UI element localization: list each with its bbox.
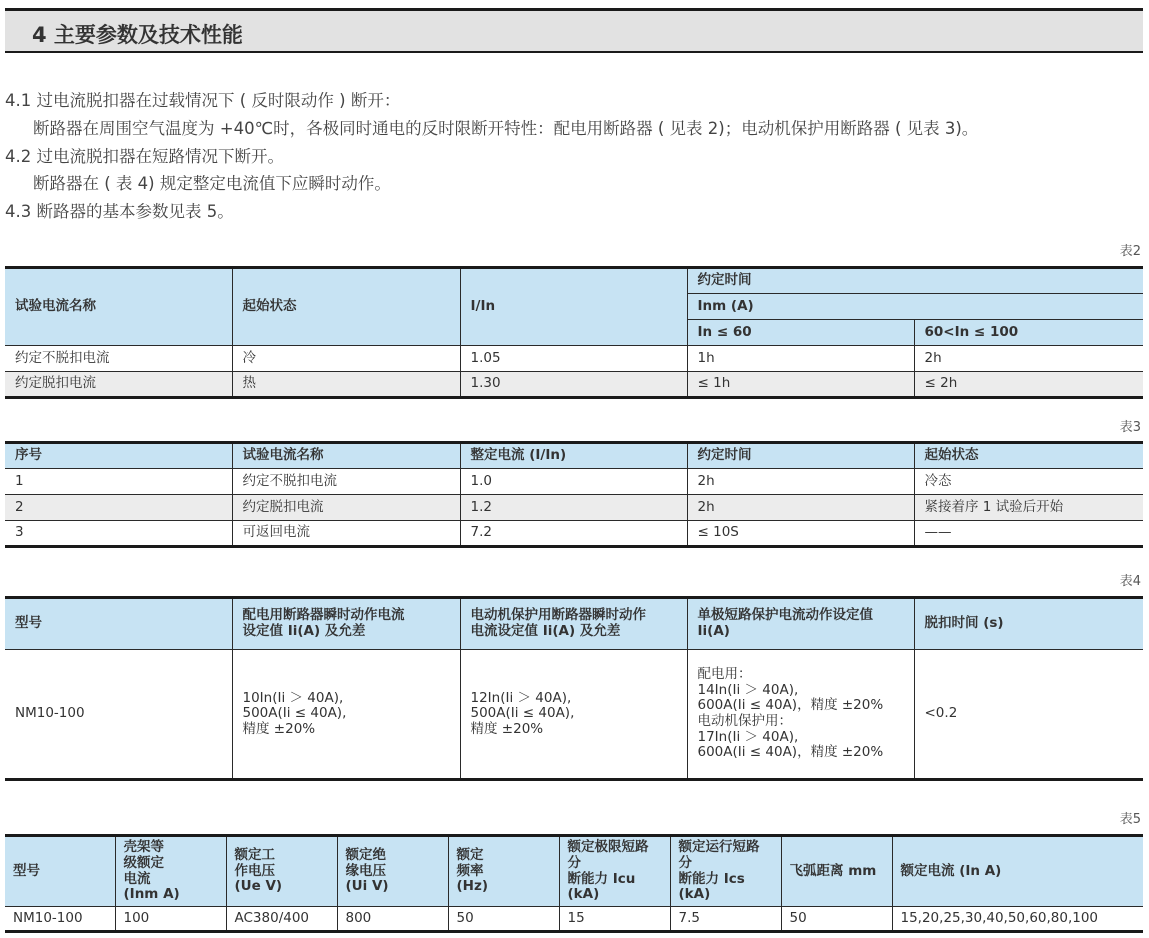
table-cell: 2h <box>687 495 914 521</box>
table-cell: ≤ 1h <box>687 372 914 398</box>
table3-header-name: 试验电流名称 <box>232 443 460 469</box>
table-cell: ≤ 2h <box>914 372 1143 398</box>
cell-line: 精度 ±20% <box>242 720 316 737</box>
header-line: (Hz) <box>456 878 488 895</box>
table-cell: 冷 <box>232 346 460 372</box>
table5-header-ics <box>670 836 781 907</box>
paragraph-4-2-detail: 断路器在 ( 表 4) 规定整定电流值下应瞬时动作。 <box>33 174 391 193</box>
table5-header-ue <box>226 836 337 907</box>
header-line: 额定极限短路分 <box>567 839 649 871</box>
table2-header-row <box>5 268 1143 294</box>
cell-line: 电动机保护用： <box>697 713 792 729</box>
table-cell: NM10-100 <box>5 907 115 932</box>
header-line: 缘电压 <box>345 862 386 879</box>
table-cell: 可返回电流 <box>232 521 460 547</box>
table-cell: 约定脱扣电流 <box>5 372 232 398</box>
table-cell: 3 <box>5 521 232 547</box>
table2-header-state: 起始状态 <box>232 268 460 346</box>
table5-header-model: 型号 <box>5 836 115 907</box>
header-line: (Ui V) <box>345 878 389 895</box>
cell-line: 10In(Ii ＞ 40A), <box>242 689 344 706</box>
table-cell: 1.05 <box>460 346 687 372</box>
table-cell: 1.0 <box>460 469 687 495</box>
table2 <box>5 266 1143 399</box>
table-cell: 50 <box>448 907 559 932</box>
table5-header-arc: 飞弧距离 mm <box>781 836 892 907</box>
table2-header-agreed-time: 约定时间 <box>687 268 1143 294</box>
table5-header-row <box>5 836 1143 907</box>
table5-header-in: 额定电流 (In A) <box>892 836 1143 907</box>
table2-header-sub2: 60<In ≤ 100 <box>914 320 1143 346</box>
table-row <box>5 521 1143 547</box>
table-cell: 约定不脱扣电流 <box>232 469 460 495</box>
table3-header-time: 约定时间 <box>687 443 914 469</box>
header-line: 电流 <box>123 870 151 887</box>
table5-label: 表5 <box>1119 812 1141 827</box>
table4-header-motor-line: 电流设定值 Ii(A) 及允差 <box>470 623 621 639</box>
header-line: (Ue V) <box>234 878 283 895</box>
table3-label: 表3 <box>1119 420 1141 435</box>
table-cell: 1 <box>5 469 232 495</box>
header-line: 作电压 <box>234 862 275 879</box>
table-cell: 100 <box>115 907 226 932</box>
table-row <box>5 495 1143 521</box>
table-cell: 2h <box>687 469 914 495</box>
cell-line: 14In(Ii ＞ 40A), <box>697 681 799 698</box>
table-cell-single <box>687 650 914 780</box>
cell-line: 17In(Ii ＞ 40A), <box>697 728 799 745</box>
header-line: 断能力 Ics (kA) <box>678 870 745 903</box>
header-line: 频率 <box>456 862 484 879</box>
table-cell: 紧接着序 1 试验后开始 <box>914 495 1143 521</box>
table2-header-inm: Inm (A) <box>687 294 1143 320</box>
table-cell: —— <box>914 521 1143 547</box>
table-cell: 2 <box>5 495 232 521</box>
table-cell: 2h <box>914 346 1143 372</box>
table-cell-motor <box>460 650 687 780</box>
header-line: 级额定 <box>123 854 164 871</box>
table-cell: 50 <box>781 907 892 932</box>
table-cell: 约定不脱扣电流 <box>5 346 232 372</box>
header-line: 额定 <box>456 847 484 864</box>
table2-header-name: 试验电流名称 <box>5 268 232 346</box>
table5-header-freq <box>448 836 559 907</box>
table-cell: 800 <box>337 907 448 932</box>
table4-header-motor-line: 电动机保护用断路器瞬时动作 <box>470 607 646 624</box>
cell-line: 600A(Ii ≤ 40A)，精度 ±20% <box>697 744 884 761</box>
header-line: 额定工 <box>234 847 275 864</box>
table2-header-sub1: In ≤ 60 <box>687 320 914 346</box>
table3-header-current: 整定电流 (I/In) <box>460 443 687 469</box>
paragraph-4-1: 4.1 过电流脱扣器在过载情况下 ( 反时限动作 ) 断开： <box>5 91 401 110</box>
table4-header-model: 型号 <box>5 598 232 650</box>
table-row <box>5 372 1143 398</box>
table-cell: 1h <box>687 346 914 372</box>
paragraph-4-3: 4.3 断路器的基本参数见表 5。 <box>5 202 234 221</box>
section-title: 4 主要参数及技术性能 <box>32 23 243 47</box>
table-row <box>5 650 1143 780</box>
cell-line: 500A(Ii ≤ 40A), <box>470 705 575 722</box>
cell-line: 500A(Ii ≤ 40A), <box>242 705 347 722</box>
header-line: 额定运行短路分 <box>678 839 760 871</box>
section-header <box>5 8 1143 53</box>
table3-header-index: 序号 <box>5 443 232 469</box>
table-cell: 15 <box>559 907 670 932</box>
table5-header-ui <box>337 836 448 907</box>
paragraph-4-2: 4.2 过电流脱扣器在短路情况下断开。 <box>5 147 284 166</box>
cell-line: 配电用： <box>697 666 752 683</box>
table4-header-motor <box>460 598 687 650</box>
table-cell: 1.30 <box>460 372 687 398</box>
table-cell-dist <box>232 650 460 780</box>
table4 <box>5 596 1143 781</box>
table4-header-single: 单极短路保护电流动作设定值 Ii(A) <box>687 598 914 650</box>
table-row <box>5 469 1143 495</box>
table-cell-model: NM10-100 <box>5 650 232 780</box>
cell-line: 600A(Ii ≤ 40A)，精度 ±20% <box>697 697 884 714</box>
table4-header-dist-line: 配电用断路器瞬时动作电流 <box>242 607 405 624</box>
table2-label: 表2 <box>1119 244 1141 259</box>
table5-header-frame <box>115 836 226 907</box>
table4-header-trip: 脱扣时间 (s) <box>914 598 1143 650</box>
table5 <box>5 834 1143 933</box>
cell-line: 12In(Ii ＞ 40A), <box>470 689 572 706</box>
table4-header-dist-line: 设定值 Ii(A) 及允差 <box>242 623 366 639</box>
table-cell: 冷态 <box>914 469 1143 495</box>
table-cell-trip: <0.2 <box>914 650 1143 780</box>
table-cell: 热 <box>232 372 460 398</box>
table3 <box>5 441 1143 548</box>
table4-label: 表4 <box>1119 574 1141 589</box>
table-cell: 15,20,25,30,40,50,60,80,100 <box>892 907 1143 932</box>
header-line: 额定绝 <box>345 847 386 864</box>
table-cell: ≤ 10S <box>687 521 914 547</box>
table-row <box>5 907 1143 932</box>
header-line: 壳架等 <box>123 839 164 856</box>
paragraph-4-1-detail: 断路器在周围空气温度为 +40℃时，各极同时通电的反时限断开特性：配电用断路器 ( 见表 2)；电动机保护用断路器 ( 见表 3)。 <box>33 119 979 138</box>
header-line: (Inm A) <box>123 886 180 903</box>
table2-header-ratio: I/In <box>460 268 687 346</box>
table-cell: AC380/400 <box>226 907 337 932</box>
table3-header-row <box>5 443 1143 469</box>
header-line: 断能力 Icu (kA) <box>567 870 636 903</box>
table-cell: 约定脱扣电流 <box>232 495 460 521</box>
table-cell: 1.2 <box>460 495 687 521</box>
table-row <box>5 346 1143 372</box>
table4-header-row <box>5 598 1143 650</box>
cell-line: 精度 ±20% <box>470 720 544 737</box>
table4-header-dist <box>232 598 460 650</box>
table3-header-state: 起始状态 <box>914 443 1143 469</box>
table-cell: 7.5 <box>670 907 781 932</box>
table5-header-icu <box>559 836 670 907</box>
table-cell: 7.2 <box>460 521 687 547</box>
